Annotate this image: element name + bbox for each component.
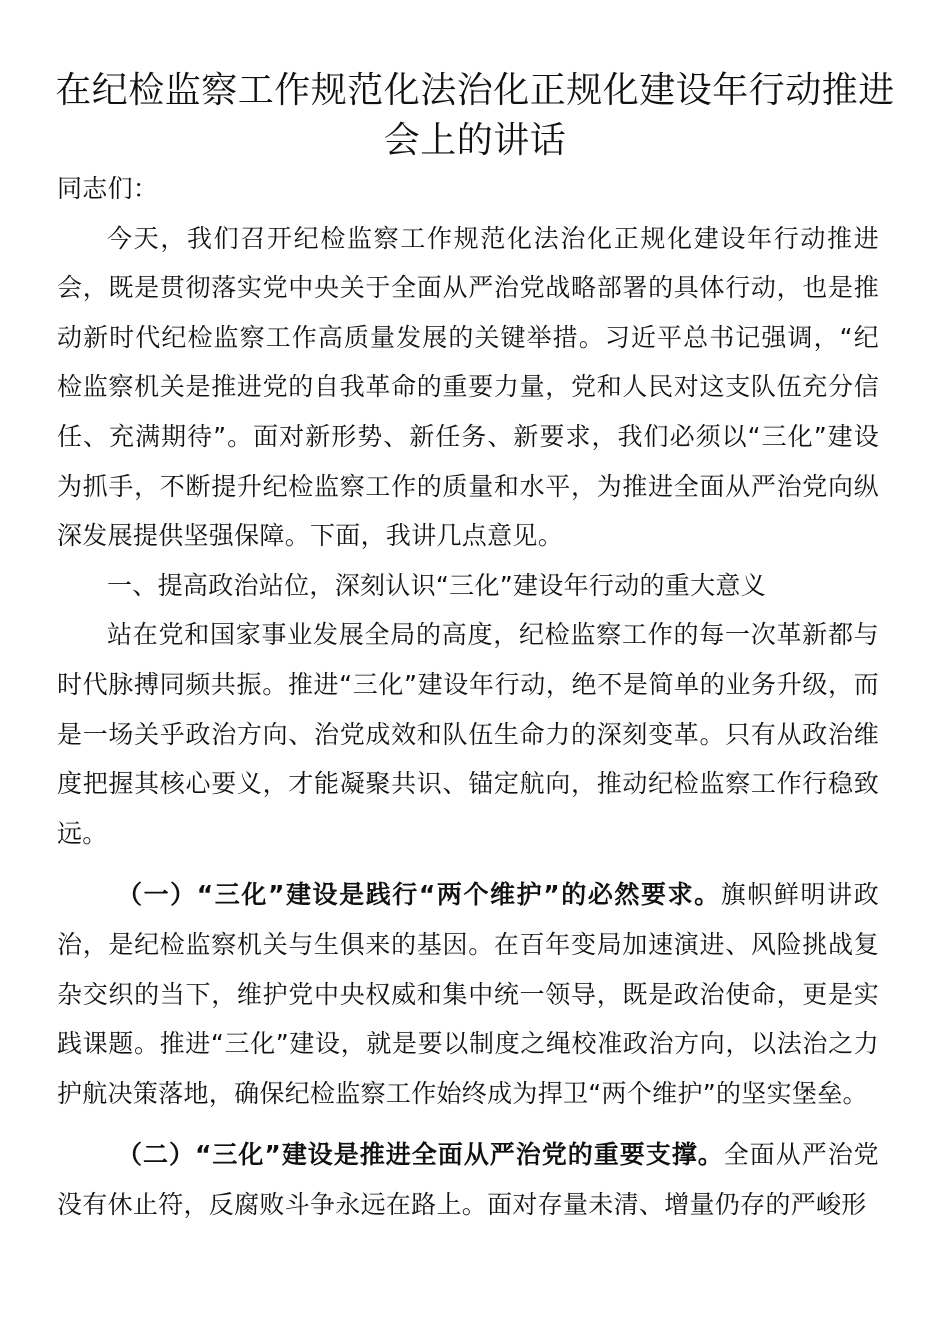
- section-paragraph: 站在党和国家事业发展全局的高度，纪检监察工作的每一次革新都与时代脉搏同频共振。推进“三化”建设年行动，绝不是简单的业务升级，而是一场关乎政治方向、治党成效和队伍生命力的深刻变革。只有从政治维度把握其核心要义，才能凝聚共识、锚定航向，推动纪检监察工作行稳致远。: [57, 620, 879, 848]
- document-title: 在纪检监察工作规范化法治化正规化建设年行动推进会上的讲话: [55, 70, 895, 161]
- point-text-1: 旗帜鲜明讲政治，是纪检监察机关与生俱来的基因。在百年变局加速演进、风险挑战复杂交织的当下，维护党中央权威和集中统一领导，既是政治使命，更是实践课题。推进“三化”建设，就是要以制度之绳校准政治方向，以法治之力护航决策落地，确保纪检监察工作始终成为捍卫“两个维护”的坚实堡垒。: [57, 880, 879, 1108]
- intro-paragraph: 今天，我们召开纪检监察工作规范化法治化正规化建设年行动推进会，既是贯彻落实党中央关于全面从严治党战略部署的具体行动，也是推动新时代纪检监察工作高质量发展的关键举措。习近平总书记强调，“纪检监察机关是推进党的自我革命的重要力量，党和人民对这支队伍充分信任、充满期待”。面对新形势、新任务、新要求，我们必须以“三化”建设为抓手，不断提升纪检监察工作的质量和水平，为推进全面从严治党向纵深发展提供坚强保障。下面，我讲几点意见。: [57, 223, 879, 551]
- section-heading: 一、提高政治站位，深刻认识“三化”建设年行动的重大意义: [107, 570, 767, 600]
- document-body: [57, 164, 879, 1229]
- point-paragraph-1: [57, 870, 879, 1118]
- point-text-2: 全面从严治党没有休止符，反腐败斗争永远在路上。面对存量未清、增量仍存的严峻形: [57, 1140, 879, 1219]
- point-paragraph-2: [57, 1130, 879, 1229]
- point-lead-2: （二）“三化”建设是推进全面从严治党的重要支撑。: [117, 1140, 724, 1170]
- point-lead-1: （一）“三化”建设是践行“两个维护”的必然要求。: [117, 880, 721, 910]
- salutation: 同志们：: [57, 174, 159, 203]
